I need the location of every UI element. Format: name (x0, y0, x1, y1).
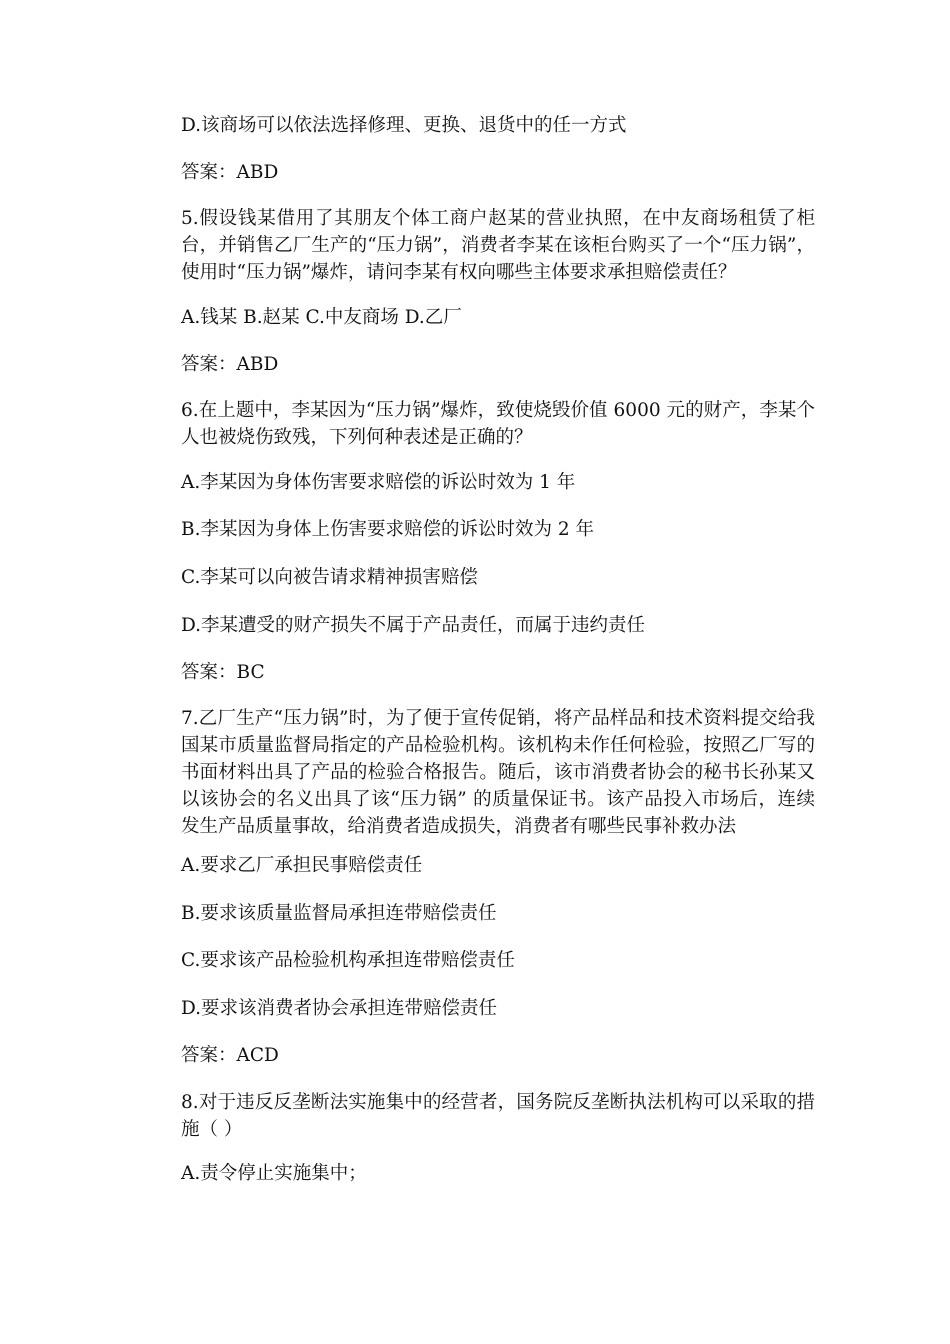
q7-option-c: C.要求该产品检验机构承担连带赔偿责任 (181, 950, 515, 971)
q7-answer: 答案：ACD (181, 1045, 279, 1066)
q7-option-b: B.要求该质量监督局承担连带赔偿责任 (181, 903, 497, 924)
q7-question: 7.乙厂生产“压力锅”时，为了便于宣传促销，将产品样品和技术资料提交给我国某市质量监督局指定的产品检验机构。该机构未作任何检验，按照乙厂写的书面材料出具了产品的检验合格报告。随后，该市消费者协会的秘书长孙某又以该协会的名义出具了该“压力锅” 的质量保证书。该产品投入市场后，连续发生产品质量事故，给消费者造成损失，消费者有哪些民事补救办法 (181, 708, 815, 837)
q7-option-a: A.要求乙厂承担民事赔偿责任 (181, 855, 423, 876)
q5-answer: 答案：ABD (181, 354, 279, 375)
q6-answer: 答案：BC (181, 662, 265, 683)
q5-options: A.钱某 B.赵某 C.中友商场 D.乙厂 (181, 307, 462, 328)
q6-option-b: B.李某因为身体上伤害要求赔偿的诉讼时效为 2 年 (181, 519, 595, 540)
q4-answer: 答案：ABD (181, 162, 279, 183)
q8-option-a: A.责令停止实施集中； (181, 1163, 367, 1184)
q6-option-a: A.李某因为身体伤害要求赔偿的诉讼时效为 1 年 (181, 472, 576, 493)
q8-question: 8.对于违反反垄断法实施集中的经营者，国务院反垄断执法机构可以采取的措施（ ） (181, 1092, 815, 1140)
q6-option-d: D.李某遭受的财产损失不属于产品责任，而属于违约责任 (181, 615, 646, 636)
q7-option-d: D.要求该消费者协会承担连带赔偿责任 (181, 998, 498, 1019)
q6-option-c: C.李某可以向被告请求精神损害赔偿 (181, 567, 478, 588)
q5-question: 5.假设钱某借用了其朋友个体工商户赵某的营业执照，在中友商场租赁了柜台，并销售乙厂生产的“压力锅”，消费者李某在该柜台购买了一个“压力锅”，使用时“压力锅”爆炸，请问李某有权向哪些主体要求承担赔偿责任？ (181, 208, 815, 283)
q6-question: 6.在上题中，李某因为“压力锅”爆炸，致使烧毁价值 6000 元的财产，李某个人也被烧伤致残，下列何种表述是正确的？ (181, 400, 815, 448)
q4-option-d: D.该商场可以依法选择修理、更换、退货中的任一方式 (181, 115, 627, 136)
